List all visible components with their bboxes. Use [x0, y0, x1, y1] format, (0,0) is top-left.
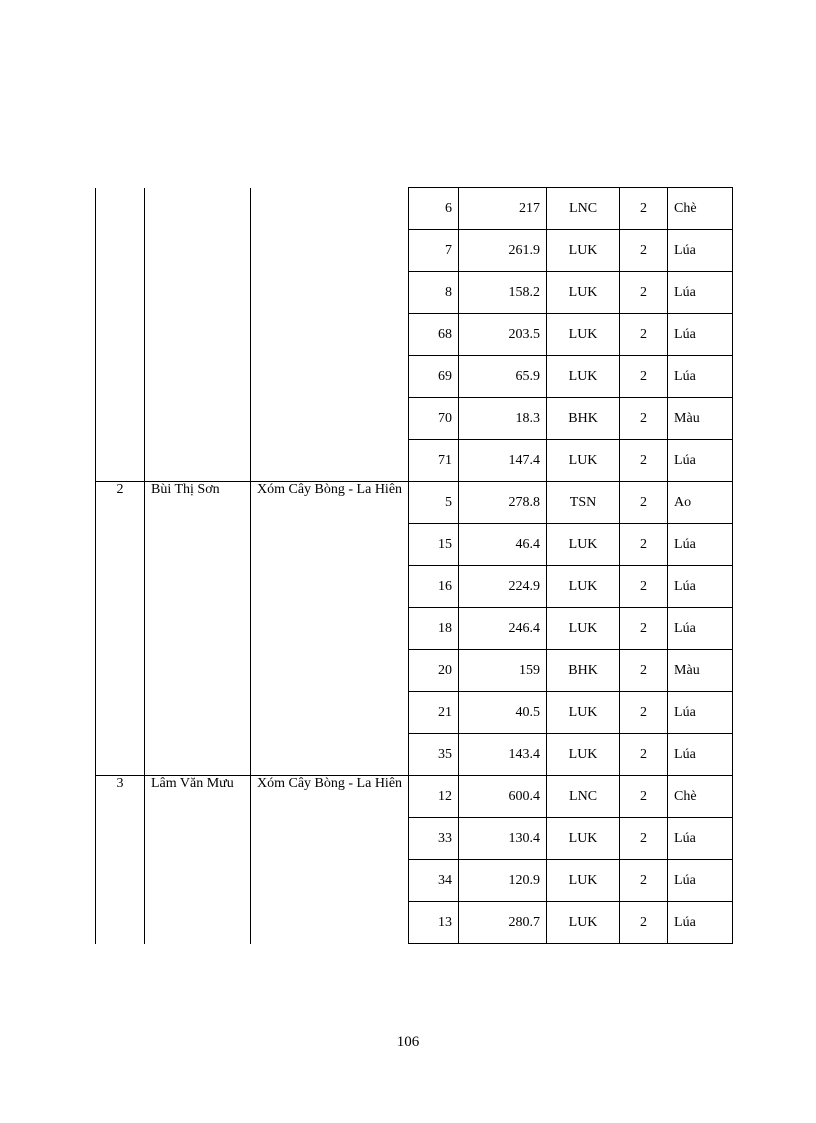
owner-name-cell: Bùi Thị Sơn	[145, 482, 251, 776]
plot-number-cell: 35	[409, 734, 459, 776]
crop-cell: Lúa	[668, 524, 733, 566]
area-cell: 130.4	[459, 818, 547, 860]
crop-cell: Lúa	[668, 860, 733, 902]
land-type-cell: LUK	[547, 314, 620, 356]
land-type-cell: LUK	[547, 902, 620, 944]
table-body	[96, 188, 733, 944]
plot-number-cell: 8	[409, 272, 459, 314]
map-sheet-cell: 2	[620, 524, 668, 566]
area-cell: 147.4	[459, 440, 547, 482]
plot-number-cell: 69	[409, 356, 459, 398]
land-type-cell: BHK	[547, 398, 620, 440]
area-cell: 46.4	[459, 524, 547, 566]
crop-cell: Màu	[668, 650, 733, 692]
owner-name-cell: Lâm Văn Mưu	[145, 776, 251, 944]
land-type-cell: LNC	[547, 776, 620, 818]
land-type-cell: LUK	[547, 524, 620, 566]
land-type-cell: LUK	[547, 692, 620, 734]
map-sheet-cell: 2	[620, 314, 668, 356]
land-type-cell: LUK	[547, 566, 620, 608]
land-type-cell: LUK	[547, 440, 620, 482]
table-row	[96, 188, 733, 230]
owner-index-cell	[96, 188, 145, 482]
plot-number-cell: 12	[409, 776, 459, 818]
map-sheet-cell: 2	[620, 356, 668, 398]
plot-number-cell: 15	[409, 524, 459, 566]
map-sheet-cell: 2	[620, 482, 668, 524]
map-sheet-cell: 2	[620, 608, 668, 650]
land-type-cell: LUK	[547, 608, 620, 650]
crop-cell: Lúa	[668, 272, 733, 314]
owner-index-cell: 3	[96, 776, 145, 944]
land-type-cell: LUK	[547, 272, 620, 314]
owner-name-cell	[145, 188, 251, 482]
map-sheet-cell: 2	[620, 440, 668, 482]
land-type-cell: LUK	[547, 356, 620, 398]
map-sheet-cell: 2	[620, 734, 668, 776]
plot-number-cell: 13	[409, 902, 459, 944]
plot-number-cell: 21	[409, 692, 459, 734]
crop-cell: Lúa	[668, 230, 733, 272]
area-cell: 261.9	[459, 230, 547, 272]
plot-number-cell: 7	[409, 230, 459, 272]
plot-number-cell: 34	[409, 860, 459, 902]
land-type-cell: LUK	[547, 230, 620, 272]
land-type-cell: LUK	[547, 818, 620, 860]
plot-number-cell: 16	[409, 566, 459, 608]
land-type-cell: LNC	[547, 188, 620, 230]
land-type-cell: LUK	[547, 734, 620, 776]
area-cell: 600.4	[459, 776, 547, 818]
crop-cell: Lúa	[668, 818, 733, 860]
crop-cell: Chè	[668, 188, 733, 230]
owner-address-cell: Xóm Cây Bòng - La Hiên	[251, 482, 409, 776]
plot-number-cell: 68	[409, 314, 459, 356]
crop-cell: Lúa	[668, 734, 733, 776]
crop-cell: Lúa	[668, 566, 733, 608]
map-sheet-cell: 2	[620, 272, 668, 314]
area-cell: 278.8	[459, 482, 547, 524]
land-type-cell: BHK	[547, 650, 620, 692]
map-sheet-cell: 2	[620, 398, 668, 440]
map-sheet-cell: 2	[620, 188, 668, 230]
crop-cell: Ao	[668, 482, 733, 524]
area-cell: 158.2	[459, 272, 547, 314]
owner-index-cell: 2	[96, 482, 145, 776]
land-type-cell: TSN	[547, 482, 620, 524]
plot-number-cell: 20	[409, 650, 459, 692]
owner-address-cell: Xóm Cây Bòng - La Hiên	[251, 776, 409, 944]
area-cell: 143.4	[459, 734, 547, 776]
plot-number-cell: 18	[409, 608, 459, 650]
area-cell: 120.9	[459, 860, 547, 902]
crop-cell: Lúa	[668, 314, 733, 356]
plot-number-cell: 70	[409, 398, 459, 440]
plot-number-cell: 33	[409, 818, 459, 860]
plot-number-cell: 6	[409, 188, 459, 230]
crop-cell: Lúa	[668, 356, 733, 398]
owner-address-cell	[251, 188, 409, 482]
map-sheet-cell: 2	[620, 692, 668, 734]
area-cell: 280.7	[459, 902, 547, 944]
plot-number-cell: 5	[409, 482, 459, 524]
area-cell: 203.5	[459, 314, 547, 356]
map-sheet-cell: 2	[620, 860, 668, 902]
table-row	[96, 482, 733, 524]
area-cell: 224.9	[459, 566, 547, 608]
land-type-cell: LUK	[547, 860, 620, 902]
map-sheet-cell: 2	[620, 230, 668, 272]
map-sheet-cell: 2	[620, 818, 668, 860]
map-sheet-cell: 2	[620, 902, 668, 944]
crop-cell: Chè	[668, 776, 733, 818]
area-cell: 217	[459, 188, 547, 230]
crop-cell: Lúa	[668, 608, 733, 650]
area-cell: 246.4	[459, 608, 547, 650]
area-cell: 18.3	[459, 398, 547, 440]
crop-cell: Màu	[668, 398, 733, 440]
table-row	[96, 776, 733, 818]
plot-number-cell: 71	[409, 440, 459, 482]
crop-cell: Lúa	[668, 902, 733, 944]
area-cell: 159	[459, 650, 547, 692]
area-cell: 40.5	[459, 692, 547, 734]
land-plot-table	[95, 187, 733, 944]
map-sheet-cell: 2	[620, 776, 668, 818]
crop-cell: Lúa	[668, 440, 733, 482]
crop-cell: Lúa	[668, 692, 733, 734]
page-number: 106	[396, 1034, 420, 1050]
area-cell: 65.9	[459, 356, 547, 398]
map-sheet-cell: 2	[620, 650, 668, 692]
map-sheet-cell: 2	[620, 566, 668, 608]
